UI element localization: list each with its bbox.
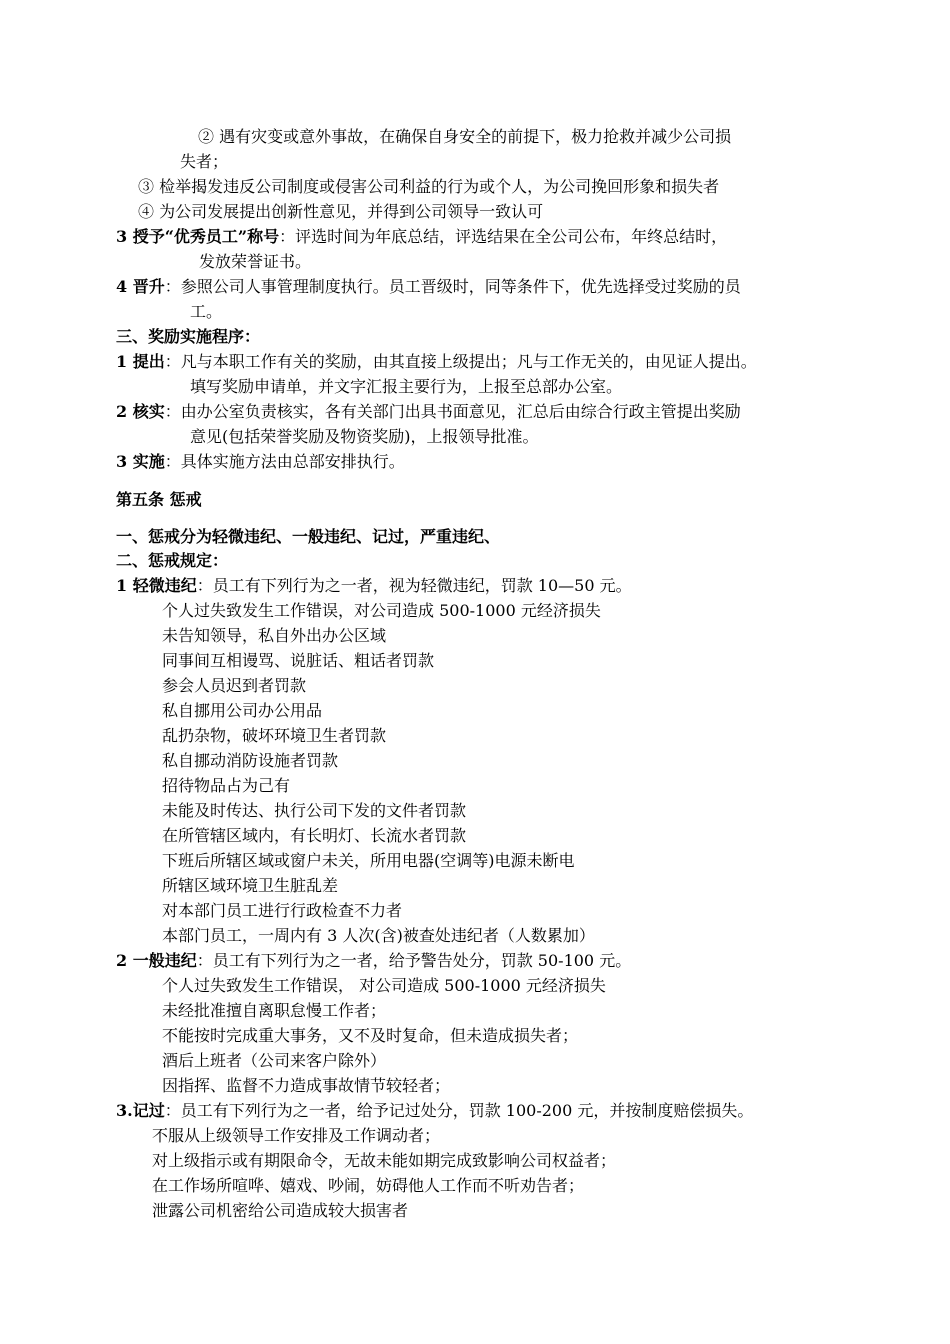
award-3-text: ：评选时间为年底总结，评选结果在全公司公布，年终总结时，: [279, 227, 728, 246]
procedure-2-label: 2 核实: [116, 402, 165, 421]
award-4-line2: 工。: [190, 302, 223, 321]
article-5-title: 第五条 惩戒: [116, 490, 202, 509]
procedure-3-label: 3 实施: [116, 452, 165, 471]
general-violation-text: ：员工有下列行为之一者，给予警告处分，罚款 50-100 元。: [196, 951, 632, 970]
list-item: 在工作场所喧哗、嬉戏、吵闹，妨碍他人工作而不听劝告者；: [152, 1176, 585, 1195]
list-item: 对本部门员工进行行政检查不力者: [162, 901, 403, 920]
list-item: 下班后所辖区域或窗户未关，所用电器(空调等)电源未断电: [162, 851, 575, 870]
list-item: 未能及时传达、执行公司下发的文件者罚款: [162, 801, 467, 820]
demerit-heading: [116, 1100, 753, 1122]
list-item: 乱扔杂物，破坏环境卫生者罚款: [162, 726, 387, 745]
procedure-3-text: ：具体实施方法由总部安排执行。: [164, 452, 405, 471]
general-violation-label: 2 一般违纪: [116, 951, 197, 970]
procedure-1-text: ：凡与本职工作有关的奖励，由其直接上级提出；凡与工作无关的，由见证人提出。: [164, 352, 757, 371]
reward-item-2-line2: 失者；: [180, 152, 229, 171]
reward-item-4: ④ 为公司发展提出创新性意见，并得到公司领导一致认可: [138, 202, 544, 221]
award-3-line2: 发放荣誉证书。: [199, 252, 312, 271]
award-4-text: ：参照公司人事管理制度执行。员工晋级时，同等条件下，优先选择受过奖励的员: [164, 277, 741, 296]
list-item: 参会人员迟到者罚款: [162, 676, 307, 695]
list-item: 本部门员工，一周内有 3 人次(含)被查处违纪者（人数累加）: [162, 926, 595, 945]
list-item: 不服从上级领导工作安排及工作调动者；: [152, 1126, 441, 1145]
list-item: 所辖区域环境卫生脏乱差: [162, 876, 339, 895]
minor-violation-label: 1 轻微违纪: [116, 576, 197, 595]
list-item: 在所管辖区域内，有长明灯、长流水者罚款: [162, 826, 467, 845]
article-5-section-1: 一、惩戒分为轻微违纪、一般违纪、记过，严重违纪、: [116, 527, 501, 546]
list-item: 个人过失致发生工作错误，对公司造成 500-1000 元经济损失: [162, 601, 601, 620]
procedure-2-text: ：由办公室负责核实，各有关部门出具书面意见，汇总后由综合行政主管提出奖励: [164, 402, 741, 421]
demerit-text: ：员工有下列行为之一者，给予记过处分，罚款 100-200 元，并按制度赔偿损失。: [164, 1101, 754, 1120]
award-4-label: 4 晋升: [116, 277, 165, 296]
award-3-line1: [116, 226, 727, 248]
award-4-line1: [116, 276, 741, 298]
demerit-label: 3.记过: [116, 1101, 165, 1120]
list-item: 酒后上班者（公司来客户除外）: [162, 1051, 387, 1070]
list-item: 泄露公司机密给公司造成较大损害者: [152, 1201, 409, 1220]
procedure-3-line: [116, 451, 405, 473]
list-item: 对上级指示或有期限命令，无故未能如期完成致影响公司权益者；: [152, 1151, 617, 1170]
list-item: 私自挪动消防设施者罚款: [162, 751, 339, 770]
award-3-label: 3 授予“优秀员工”称号: [116, 227, 280, 246]
list-item: 未经批准擅自离职怠慢工作者；: [162, 1001, 387, 1020]
procedure-1-line2: 填写奖励申请单，并文字汇报主要行为，上报至总部办公室。: [190, 377, 623, 396]
reward-item-3: ③ 检举揭发违反公司制度或侵害公司利益的行为或个人，为公司挽回形象和损失者: [138, 177, 720, 196]
procedure-1-line1: [116, 351, 757, 373]
list-item: 个人过失致发生工作错误， 对公司造成 500-1000 元经济损失: [162, 976, 606, 995]
list-item: 不能按时完成重大事务，又不及时复命，但未造成损失者；: [162, 1026, 579, 1045]
list-item: 同事间互相谩骂、说脏话、粗话者罚款: [162, 651, 435, 670]
procedure-2-line1: [116, 401, 741, 423]
minor-violation-text: ：员工有下列行为之一者，视为轻微违纪，罚款 10—50 元。: [196, 576, 632, 595]
list-item: 因指挥、监督不力造成事故情节较轻者；: [162, 1076, 451, 1095]
list-item: 未告知领导，私自外出办公区域: [162, 626, 387, 645]
list-item: 私自挪用公司办公用品: [162, 701, 323, 720]
procedure-heading: 三、奖励实施程序：: [116, 327, 261, 346]
list-item: 招待物品占为己有: [162, 776, 291, 795]
reward-item-2-line1: ② 遇有灾变或意外事故，在确保自身安全的前提下，极力抢救并减少公司损: [198, 127, 732, 146]
procedure-2-line2: 意见(包括荣誉奖励及物资奖励)，上报领导批准。: [190, 427, 539, 446]
minor-violation-heading: [116, 575, 632, 597]
procedure-1-label: 1 提出: [116, 352, 165, 371]
article-5-section-2: 二、惩戒规定：: [116, 551, 229, 570]
general-violation-heading: [116, 950, 631, 972]
